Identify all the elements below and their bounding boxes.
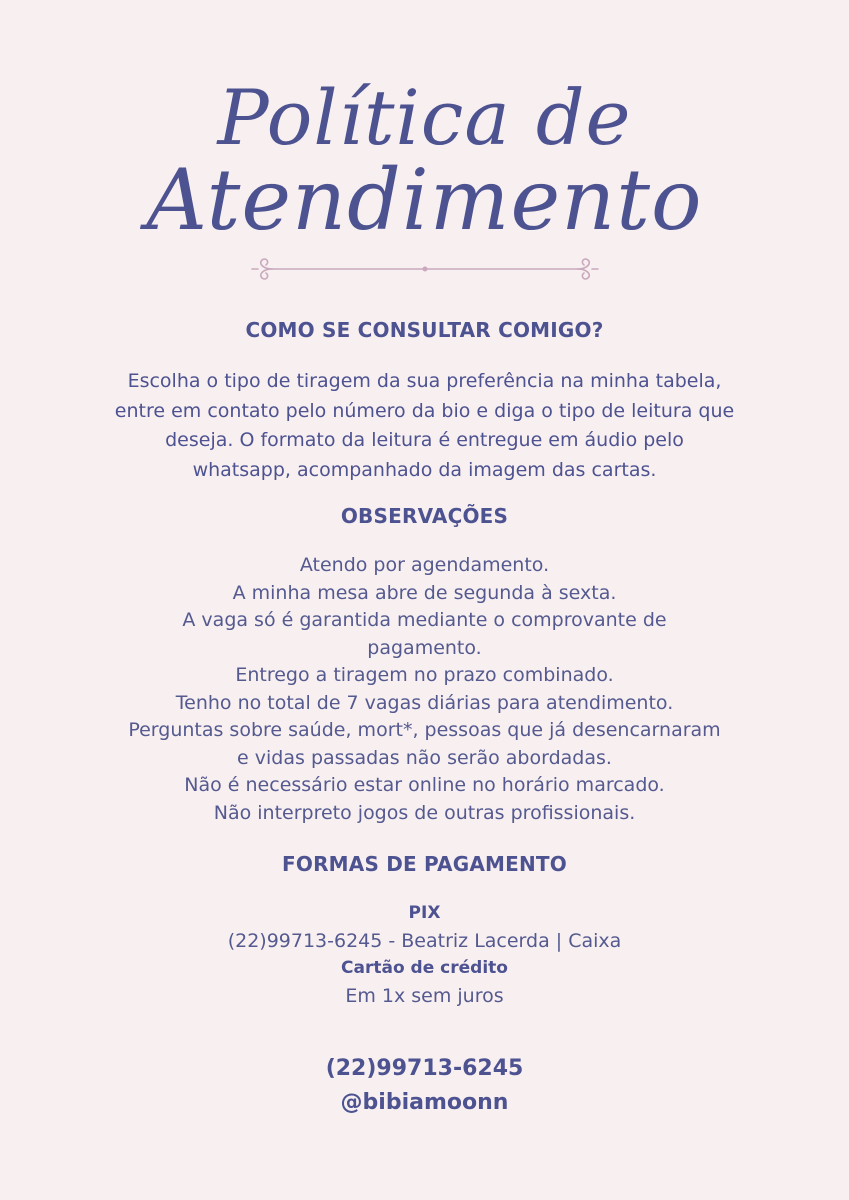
payment-details [0, 900, 849, 1010]
observation-line: Perguntas sobre saúde, mort*, pessoas que já desencarnaram [128, 719, 721, 741]
consult-paragraph [90, 367, 759, 485]
section-heading-observations: OBSERVAÇÕES [340, 504, 509, 528]
observation-line: Não é necessário estar online no horário marcado. [184, 774, 665, 796]
ornament-divider [250, 252, 600, 286]
section-heading-consult: COMO SE CONSULTAR COMIGO? [245, 318, 604, 342]
consult-line: whatsapp, acompanhado da imagem das cartas. [192, 458, 657, 481]
consult-line: Escolha o tipo de tiragem da sua preferência na minha tabela, [127, 370, 722, 392]
pix-label: PIX [408, 903, 441, 923]
observation-line: pagamento. [367, 636, 482, 659]
observation-line: Não interpreto jogos de outras profissionais. [213, 801, 636, 824]
page-title-line2: Atendimento [146, 151, 703, 249]
observation-line: Atendo por agendamento. [299, 554, 550, 576]
observation-line: A minha mesa abre de segunda à sexta. [232, 581, 617, 604]
observation-line: Tenho no total de 7 vagas diárias para atendimento. [175, 691, 674, 714]
observation-line: A vaga só é garantida mediante o comprovante de [182, 609, 667, 631]
page-title-line1: Política de [217, 73, 632, 162]
consult-line: entre em contato pelo número da bio e diga o tipo de leitura que [114, 399, 735, 422]
card-value: Em 1x sem juros [345, 984, 504, 1007]
pix-value: (22)99713-6245 - Beatriz Lacerda | Caixa [227, 929, 622, 952]
contact-handle: @bibiamoonn [340, 1090, 509, 1115]
consult-line: deseja. O formato da leitura é entregue em áudio pelo [165, 429, 684, 451]
card-label: Cartão de crédito [341, 958, 508, 978]
contact-phone: (22)99713-6245 [325, 1056, 524, 1081]
observations-list [100, 552, 749, 827]
contact-block [0, 1052, 849, 1120]
observation-line: Entrego a tiragem no prazo combinado. [235, 664, 614, 686]
section-heading-payment: FORMAS DE PAGAMENTO [282, 852, 567, 876]
observation-line: e vidas passadas não serão abordadas. [237, 746, 612, 769]
